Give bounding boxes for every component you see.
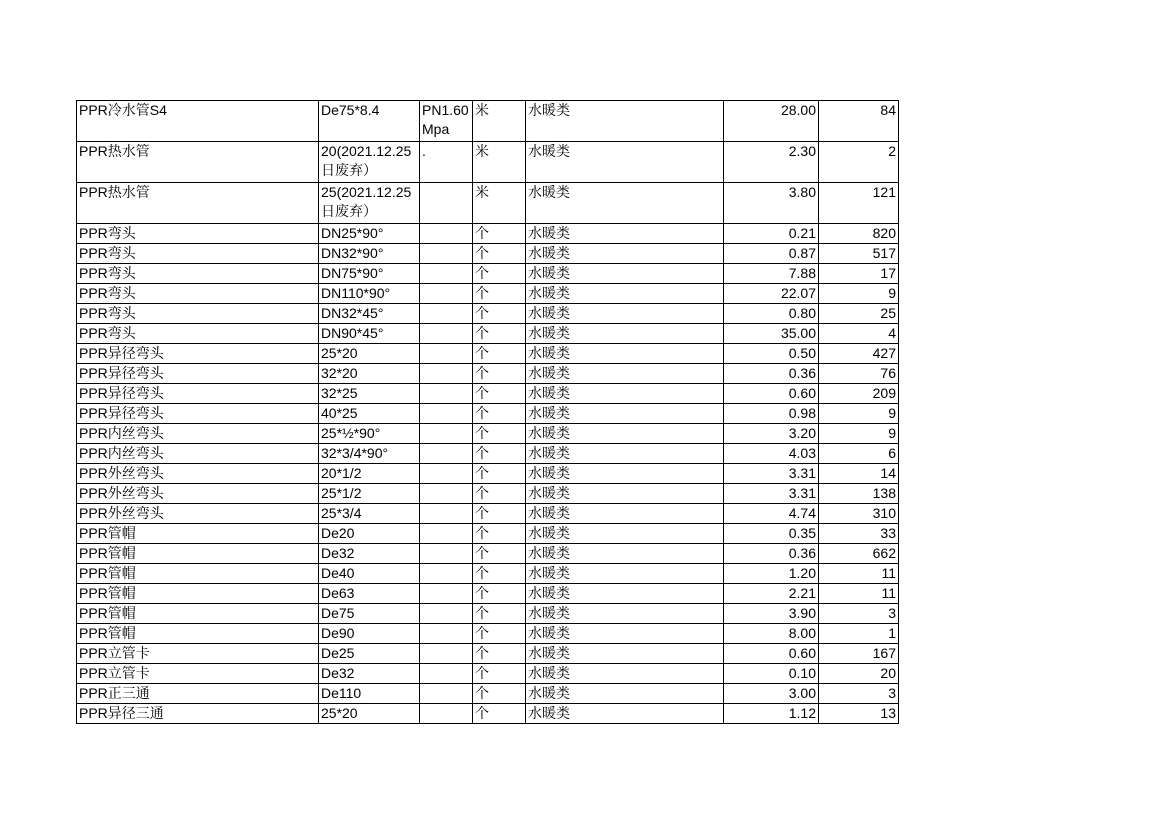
cell-unit: 个: [473, 524, 526, 544]
cell-unit: 个: [473, 584, 526, 604]
table-row: [77, 524, 899, 544]
cell-price: 0.36: [724, 364, 819, 384]
cell-spec: DN32*45°: [319, 304, 420, 324]
cell-price: 3.00: [724, 684, 819, 704]
cell-spec: De63: [319, 584, 420, 604]
cell-qty: 209: [819, 384, 899, 404]
cell-category: 水暖类: [526, 101, 724, 142]
cell-spec: 25*20: [319, 704, 420, 724]
cell-unit: 个: [473, 564, 526, 584]
cell-spec: DN25*90°: [319, 224, 420, 244]
cell-category: 水暖类: [526, 183, 724, 224]
cell-qty: 17: [819, 264, 899, 284]
cell-unit: 个: [473, 224, 526, 244]
cell-spec: De75*8.4: [319, 101, 420, 142]
cell-unit: 米: [473, 183, 526, 224]
cell-price: 35.00: [724, 324, 819, 344]
cell-price: 0.35: [724, 524, 819, 544]
cell-price: 3.20: [724, 424, 819, 444]
cell-qty: 76: [819, 364, 899, 384]
cell-name: PPR弯头: [77, 264, 319, 284]
cell-spec: De40: [319, 564, 420, 584]
cell-name: PPR异径三通: [77, 704, 319, 724]
cell-unit: 个: [473, 544, 526, 564]
cell-price: 28.00: [724, 101, 819, 142]
cell-category: 水暖类: [526, 504, 724, 524]
table-row: [77, 324, 899, 344]
cell-qty: 2: [819, 142, 899, 183]
cell-name: PPR冷水管S4: [77, 101, 319, 142]
inventory-table-body: [77, 101, 899, 724]
cell-name: PPR弯头: [77, 304, 319, 324]
cell-unit: 个: [473, 504, 526, 524]
cell-category: 水暖类: [526, 264, 724, 284]
cell-spec: DN75*90°: [319, 264, 420, 284]
cell-qty: 11: [819, 564, 899, 584]
cell-category: 水暖类: [526, 324, 724, 344]
cell-price: 8.00: [724, 624, 819, 644]
table-row: [77, 444, 899, 464]
cell-qty: 310: [819, 504, 899, 524]
cell-price: 0.36: [724, 544, 819, 564]
cell-spec: 25*3/4: [319, 504, 420, 524]
cell-spec: De25: [319, 644, 420, 664]
cell-name: PPR管帽: [77, 604, 319, 624]
cell-spec: 20(2021.12.25日废弃）: [319, 142, 420, 183]
cell-qty: 3: [819, 604, 899, 624]
cell-spec: DN90*45°: [319, 324, 420, 344]
cell-unit: 个: [473, 264, 526, 284]
cell-unit: 个: [473, 364, 526, 384]
cell-pressure: [420, 404, 473, 424]
cell-category: 水暖类: [526, 304, 724, 324]
cell-qty: 14: [819, 464, 899, 484]
cell-price: 4.74: [724, 504, 819, 524]
cell-pressure: [420, 284, 473, 304]
cell-category: 水暖类: [526, 464, 724, 484]
cell-qty: 427: [819, 344, 899, 364]
cell-unit: 个: [473, 704, 526, 724]
cell-category: 水暖类: [526, 484, 724, 504]
cell-name: PPR内丝弯头: [77, 444, 319, 464]
cell-pressure: [420, 444, 473, 464]
table-row: [77, 484, 899, 504]
cell-qty: 9: [819, 424, 899, 444]
table-row: [77, 504, 899, 524]
cell-pressure: [420, 544, 473, 564]
cell-category: 水暖类: [526, 644, 724, 664]
cell-price: 0.10: [724, 664, 819, 684]
cell-category: 水暖类: [526, 404, 724, 424]
cell-pressure: [420, 183, 473, 224]
cell-spec: 25*20: [319, 344, 420, 364]
table-row: [77, 101, 899, 142]
cell-name: PPR弯头: [77, 324, 319, 344]
cell-name: PPR弯头: [77, 224, 319, 244]
cell-name: PPR管帽: [77, 564, 319, 584]
table-row: [77, 244, 899, 264]
cell-spec: 25*1/2: [319, 484, 420, 504]
cell-pressure: [420, 624, 473, 644]
cell-name: PPR异径弯头: [77, 384, 319, 404]
cell-pressure: [420, 664, 473, 684]
table-row: [77, 364, 899, 384]
cell-price: 0.50: [724, 344, 819, 364]
cell-pressure: [420, 364, 473, 384]
cell-qty: 9: [819, 284, 899, 304]
table-row: [77, 564, 899, 584]
cell-category: 水暖类: [526, 524, 724, 544]
table-row: [77, 404, 899, 424]
cell-price: 4.03: [724, 444, 819, 464]
cell-price: 0.21: [724, 224, 819, 244]
table-row: [77, 604, 899, 624]
cell-spec: 32*25: [319, 384, 420, 404]
cell-name: PPR管帽: [77, 524, 319, 544]
table-row: [77, 624, 899, 644]
cell-category: 水暖类: [526, 224, 724, 244]
cell-name: PPR管帽: [77, 624, 319, 644]
cell-pressure: [420, 324, 473, 344]
cell-qty: 3: [819, 684, 899, 704]
cell-unit: 个: [473, 244, 526, 264]
cell-price: 1.20: [724, 564, 819, 584]
cell-category: 水暖类: [526, 284, 724, 304]
cell-unit: 个: [473, 664, 526, 684]
table-row: [77, 704, 899, 724]
cell-price: 7.88: [724, 264, 819, 284]
cell-category: 水暖类: [526, 424, 724, 444]
cell-spec: 32*3/4*90°: [319, 444, 420, 464]
cell-qty: 517: [819, 244, 899, 264]
cell-pressure: .: [420, 142, 473, 183]
cell-unit: 个: [473, 444, 526, 464]
cell-unit: 个: [473, 324, 526, 344]
cell-pressure: [420, 504, 473, 524]
cell-unit: 米: [473, 101, 526, 142]
table-row: [77, 584, 899, 604]
cell-spec: DN32*90°: [319, 244, 420, 264]
cell-name: PPR异径弯头: [77, 404, 319, 424]
cell-spec: De32: [319, 544, 420, 564]
cell-name: PPR热水管: [77, 183, 319, 224]
inventory-table: [76, 100, 899, 724]
cell-price: 0.98: [724, 404, 819, 424]
cell-spec: 20*1/2: [319, 464, 420, 484]
cell-category: 水暖类: [526, 604, 724, 624]
cell-name: PPR热水管: [77, 142, 319, 183]
cell-spec: 32*20: [319, 364, 420, 384]
cell-pressure: [420, 384, 473, 404]
table-row: [77, 304, 899, 324]
cell-price: 3.31: [724, 484, 819, 504]
cell-category: 水暖类: [526, 684, 724, 704]
cell-unit: 个: [473, 684, 526, 704]
cell-pressure: [420, 304, 473, 324]
cell-name: PPR外丝弯头: [77, 464, 319, 484]
cell-price: 1.12: [724, 704, 819, 724]
cell-unit: 个: [473, 644, 526, 664]
cell-price: 0.80: [724, 304, 819, 324]
cell-qty: 4: [819, 324, 899, 344]
cell-pressure: [420, 424, 473, 444]
table-row: [77, 644, 899, 664]
cell-name: PPR正三通: [77, 684, 319, 704]
cell-name: PPR外丝弯头: [77, 504, 319, 524]
cell-unit: 个: [473, 384, 526, 404]
table-row: [77, 183, 899, 224]
table-row: [77, 384, 899, 404]
table-row: [77, 684, 899, 704]
cell-category: 水暖类: [526, 384, 724, 404]
cell-category: 水暖类: [526, 142, 724, 183]
cell-pressure: [420, 224, 473, 244]
cell-pressure: [420, 344, 473, 364]
cell-price: 0.60: [724, 384, 819, 404]
cell-pressure: [420, 684, 473, 704]
cell-price: 2.21: [724, 584, 819, 604]
table-row: [77, 142, 899, 183]
table-row: [77, 344, 899, 364]
cell-price: 0.87: [724, 244, 819, 264]
cell-pressure: [420, 464, 473, 484]
cell-qty: 11: [819, 584, 899, 604]
cell-unit: 个: [473, 604, 526, 624]
cell-spec: De90: [319, 624, 420, 644]
table-row: [77, 464, 899, 484]
cell-name: PPR异径弯头: [77, 344, 319, 364]
cell-unit: 米: [473, 142, 526, 183]
cell-spec: 25*½*90°: [319, 424, 420, 444]
cell-unit: 个: [473, 484, 526, 504]
cell-qty: 84: [819, 101, 899, 142]
table-row: [77, 284, 899, 304]
cell-unit: 个: [473, 284, 526, 304]
cell-spec: De75: [319, 604, 420, 624]
cell-name: PPR管帽: [77, 584, 319, 604]
cell-pressure: [420, 644, 473, 664]
cell-spec: 40*25: [319, 404, 420, 424]
cell-spec: DN110*90°: [319, 284, 420, 304]
cell-price: 3.90: [724, 604, 819, 624]
cell-pressure: [420, 604, 473, 624]
cell-name: PPR立管卡: [77, 664, 319, 684]
cell-name: PPR管帽: [77, 544, 319, 564]
cell-spec: De110: [319, 684, 420, 704]
cell-spec: 25(2021.12.25日废弃）: [319, 183, 420, 224]
cell-category: 水暖类: [526, 624, 724, 644]
cell-unit: 个: [473, 344, 526, 364]
table-row: [77, 544, 899, 564]
cell-qty: 6: [819, 444, 899, 464]
cell-price: 22.07: [724, 284, 819, 304]
cell-pressure: [420, 264, 473, 284]
cell-pressure: [420, 244, 473, 264]
cell-unit: 个: [473, 624, 526, 644]
cell-qty: 138: [819, 484, 899, 504]
cell-qty: 25: [819, 304, 899, 324]
cell-unit: 个: [473, 464, 526, 484]
table-row: [77, 264, 899, 284]
cell-category: 水暖类: [526, 564, 724, 584]
table-row: [77, 424, 899, 444]
cell-qty: 662: [819, 544, 899, 564]
cell-category: 水暖类: [526, 704, 724, 724]
cell-unit: 个: [473, 304, 526, 324]
cell-qty: 820: [819, 224, 899, 244]
cell-spec: De20: [319, 524, 420, 544]
cell-price: 3.31: [724, 464, 819, 484]
cell-unit: 个: [473, 404, 526, 424]
cell-name: PPR外丝弯头: [77, 484, 319, 504]
cell-price: 3.80: [724, 183, 819, 224]
cell-qty: 167: [819, 644, 899, 664]
cell-qty: 121: [819, 183, 899, 224]
cell-price: 2.30: [724, 142, 819, 183]
cell-category: 水暖类: [526, 364, 724, 384]
cell-pressure: [420, 484, 473, 504]
cell-name: PPR立管卡: [77, 644, 319, 664]
cell-qty: 33: [819, 524, 899, 544]
cell-spec: De32: [319, 664, 420, 684]
cell-category: 水暖类: [526, 344, 724, 364]
cell-pressure: PN1.60Mpa: [420, 101, 473, 142]
cell-name: PPR弯头: [77, 244, 319, 264]
cell-qty: 9: [819, 404, 899, 424]
cell-pressure: [420, 564, 473, 584]
cell-category: 水暖类: [526, 444, 724, 464]
cell-category: 水暖类: [526, 664, 724, 684]
cell-name: PPR弯头: [77, 284, 319, 304]
cell-category: 水暖类: [526, 584, 724, 604]
cell-qty: 1: [819, 624, 899, 644]
cell-unit: 个: [473, 424, 526, 444]
cell-pressure: [420, 704, 473, 724]
cell-pressure: [420, 524, 473, 544]
cell-qty: 20: [819, 664, 899, 684]
cell-name: PPR内丝弯头: [77, 424, 319, 444]
cell-qty: 13: [819, 704, 899, 724]
table-row: [77, 224, 899, 244]
cell-category: 水暖类: [526, 544, 724, 564]
cell-pressure: [420, 584, 473, 604]
cell-category: 水暖类: [526, 244, 724, 264]
cell-name: PPR异径弯头: [77, 364, 319, 384]
table-row: [77, 664, 899, 684]
cell-price: 0.60: [724, 644, 819, 664]
